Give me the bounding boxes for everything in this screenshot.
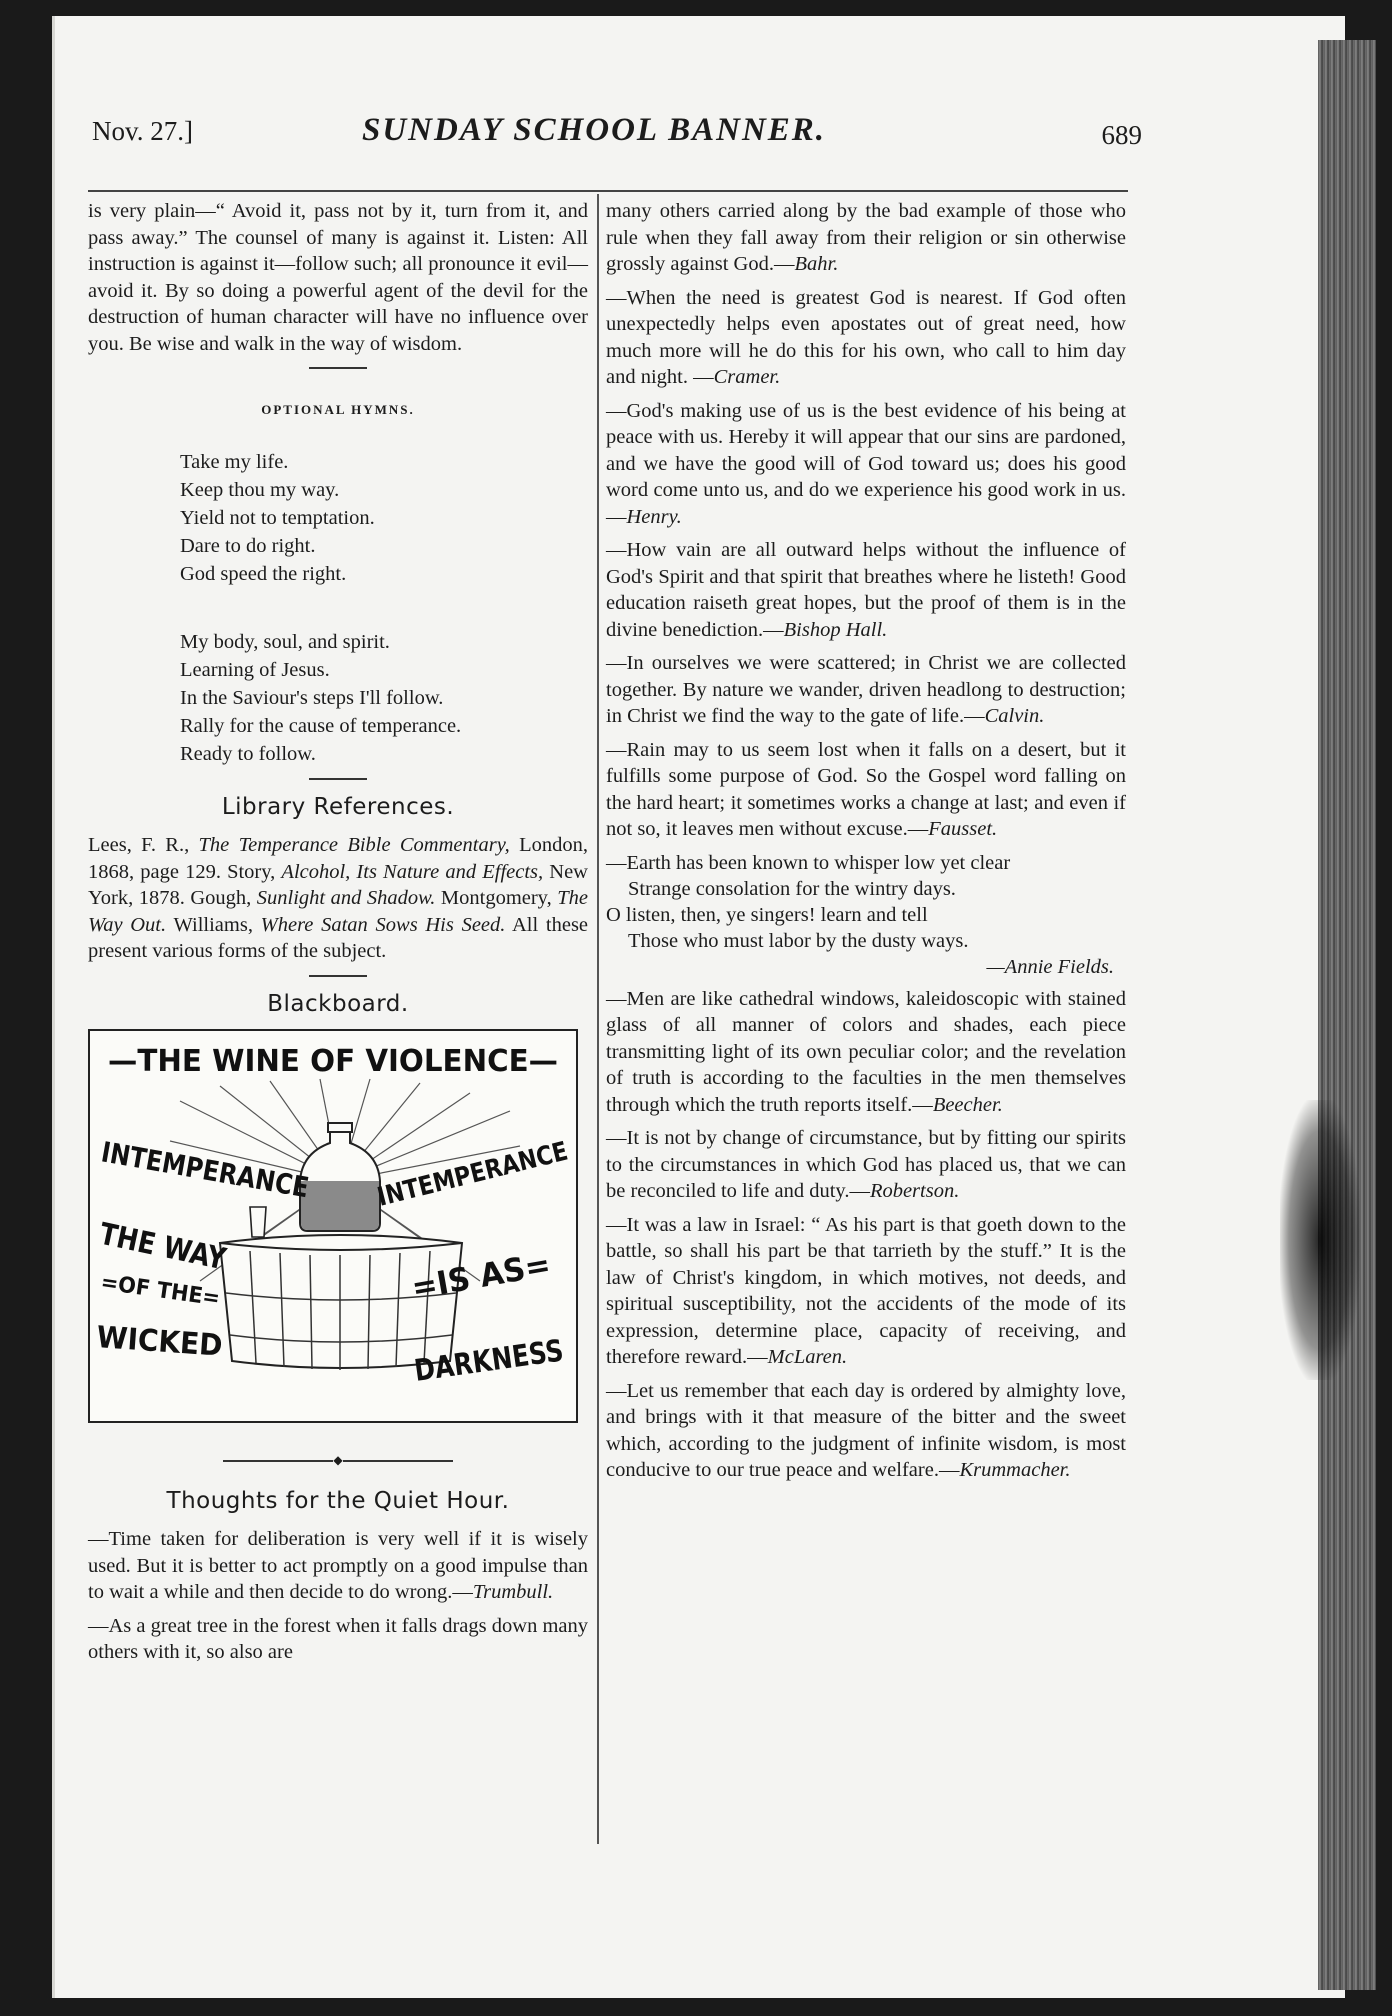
hymn-line: My body, soul, and spirit. <box>180 630 390 653</box>
hymn-line: Learning of Jesus. <box>180 658 330 681</box>
book-page-edges <box>1318 40 1376 1990</box>
blackboard-right-word: INTEMPERANCE <box>374 1128 604 1213</box>
right-column <box>606 198 1126 1491</box>
quote-paragraph: —When the need is greatest God is nearest. If God often unexpectedly helps even apostates out of great need, how much more will he do this for his own, who call to him day and night. —Cramer. <box>606 286 1126 388</box>
verse-line: Those who must labor by the dusty ways. <box>628 929 969 952</box>
hymns-heading: OPTIONAL HYMNS. <box>261 402 415 417</box>
hymn-list <box>180 448 588 768</box>
diamond-rule: ◆ <box>88 1447 588 1474</box>
header-date: Nov. 27.] <box>92 116 193 146</box>
hymn-line: Ready to follow. <box>180 742 316 765</box>
blackboard-top-text: —THE WINE OF VIOLENCE— <box>108 1044 558 1079</box>
page-stain <box>1280 1100 1360 1380</box>
blackboard-heading: Blackboard. <box>267 990 409 1017</box>
verse-line: O listen, then, ye singers! learn and tell <box>606 903 928 926</box>
hymn-line: Dare to do right. <box>180 534 316 557</box>
column-divider <box>597 194 599 1844</box>
blackboard-of-the: =OF THE= <box>99 1270 229 1313</box>
quiet-hour-heading: Thoughts for the Quiet Hour. <box>166 1487 510 1514</box>
quote-author: Henry. <box>626 505 682 528</box>
hymn-line: Rally for the cause of temperance. <box>180 714 462 737</box>
blackboard-illustration <box>88 1029 604 1423</box>
quote-paragraph: —It is not by change of circumstance, but by fitting our spirits to the circumstances in which God has placed us, that we can be reconciled to life and duty.—Robertson. <box>606 1127 1126 1202</box>
library-references: Lees, F. R., The Temperance Bible Commentary, London, 1868, page 129. Story, Alcohol, Its Nature and Effects, New York, 1878. Gough, Sunlight and Shadow. Montgomery, The Way Out. Williams, Where Satan Sows His Seed. All these present various forms of the subject. <box>88 834 589 962</box>
quote-author: Bahr. <box>794 253 839 275</box>
page-header <box>92 112 1142 162</box>
quote-paragraph: —It was a law in Israel: “ As his part is that goeth down to the battle, so shall his part be that tarrieth by the stuff.” It is the law of Christ's kingdom, in which motives, not deeds, and spiritual susceptibility, not the accidents of the mode of its expression, determine place, capacity of receiving, and therefore reward.—McLaren. <box>606 1213 1126 1368</box>
blackboard-way: THE WAY <box>96 1216 251 1283</box>
quote-paragraph: —Time taken for deliberation is very well if it is wisely used. But it is better to act promptly on a good impulse than to wait a while and then decide to do wrong.—Trumbull. <box>88 1528 588 1603</box>
blackboard-is-as: =IS AS= <box>408 1243 561 1307</box>
quote-paragraph: —Rain may to us seem lost when it falls on a desert, but it fulfills some purpose of God. So the Gospel word falling on the hard heart; it sometimes works a change at last; and even if not so, it leaves men without excuse.—Fausset. <box>606 738 1126 840</box>
quote-author: Cramer. <box>713 366 781 388</box>
blackboard-darkness: DARKNESS <box>412 1328 598 1389</box>
verse-author: —Annie Fields. <box>986 955 1114 978</box>
quote-author: Robertson. <box>869 1180 960 1202</box>
stanza-gap <box>180 588 588 628</box>
quote-author: Trumbull. <box>472 1581 554 1603</box>
quote-paragraph: —God's making use of us is the best evidence of his being at peace with us. Hereby it will appear that our sins are pardoned, and we have the good will of God toward us; does his good word come unto us, and do we experience his good work in us.—Henry. <box>606 399 1126 528</box>
section-rule <box>309 778 367 780</box>
quote-author: Calvin. <box>984 705 1045 727</box>
left-column <box>88 198 604 1673</box>
hymn-line: God speed the right. <box>180 562 347 585</box>
hymn-line: Yield not to temptation. <box>180 506 375 529</box>
quote-author: McLaren. <box>767 1346 848 1368</box>
quote-author: Bishop Hall. <box>783 618 888 641</box>
quote-author: Beecher. <box>932 1093 1003 1116</box>
blackboard-wicked: WICKED <box>95 1320 233 1365</box>
quote-paragraph: many others carried along by the bad example of those who rule when they fall away from their religion or sin otherwise grossly against God.—Bahr. <box>606 200 1126 275</box>
verse-line: —Earth has been known to whisper low yet clear <box>606 851 1011 874</box>
quote-author: Fausset. <box>928 818 998 840</box>
hymn-line: Take my life. <box>180 450 289 473</box>
verse-line: Strange consolation for the wintry days. <box>628 877 956 900</box>
library-heading: Library References. <box>221 793 455 820</box>
header-title: SUNDAY SCHOOL BANNER. <box>362 112 827 148</box>
verse-block <box>606 850 1126 980</box>
quote-paragraph: —Men are like cathedral windows, kaleidoscopic with stained glass of all manner of colors and shades, each piece transmitting light of its own peculiar color; and the revelation of truth is according to the faculties in the men themselves through which the truth reports itself.—Beecher. <box>606 987 1126 1116</box>
quote-paragraph: —In ourselves we were scattered; in Christ we are collected together. By nature we wander, driven headlong to destruction; in Christ we find the way to the gate of life.—Calvin. <box>606 652 1126 727</box>
quote-paragraph: —Let us remember that each day is ordered by almighty love, and brings with it that measure of the bitter and the sweet which, according to the judgment of infinite wisdom, is most conducive to our true peace and welfare.—Krummacher. <box>606 1379 1126 1481</box>
intro-paragraph: is very plain—“ Avoid it, pass not by it, turn from it, and pass away.” The counsel of many is against it. Listen: All instruction is against it—follow such; all pronounce it evil—avoid it. By so doing a powerful agent of the devil for the destruction of human character will have no influence over you. Be wise and walk in the way of wisdom. <box>88 200 588 355</box>
section-rule <box>309 975 367 977</box>
quote-paragraph: —How vain are all outward helps without the influence of God's Spirit and that spirit that breathes where he listeth! Good education raiseth great hopes, but the proof of them is in the divine benediction.—Bishop Hall. <box>606 539 1126 641</box>
section-rule <box>309 367 367 369</box>
quote-paragraph: —As a great tree in the forest when it falls drags down many others with it, so also are <box>88 1614 588 1663</box>
hymn-line: In the Saviour's steps I'll follow. <box>180 686 444 709</box>
blackboard-left-word: INTEMPERANCE <box>98 1135 347 1211</box>
hymn-line: Keep thou my way. <box>180 478 340 501</box>
quote-author: Krummacher. <box>959 1459 1071 1481</box>
header-rule <box>88 190 1128 192</box>
blackboard-drawing <box>90 1031 604 1421</box>
page-number: 689 <box>1101 120 1142 150</box>
